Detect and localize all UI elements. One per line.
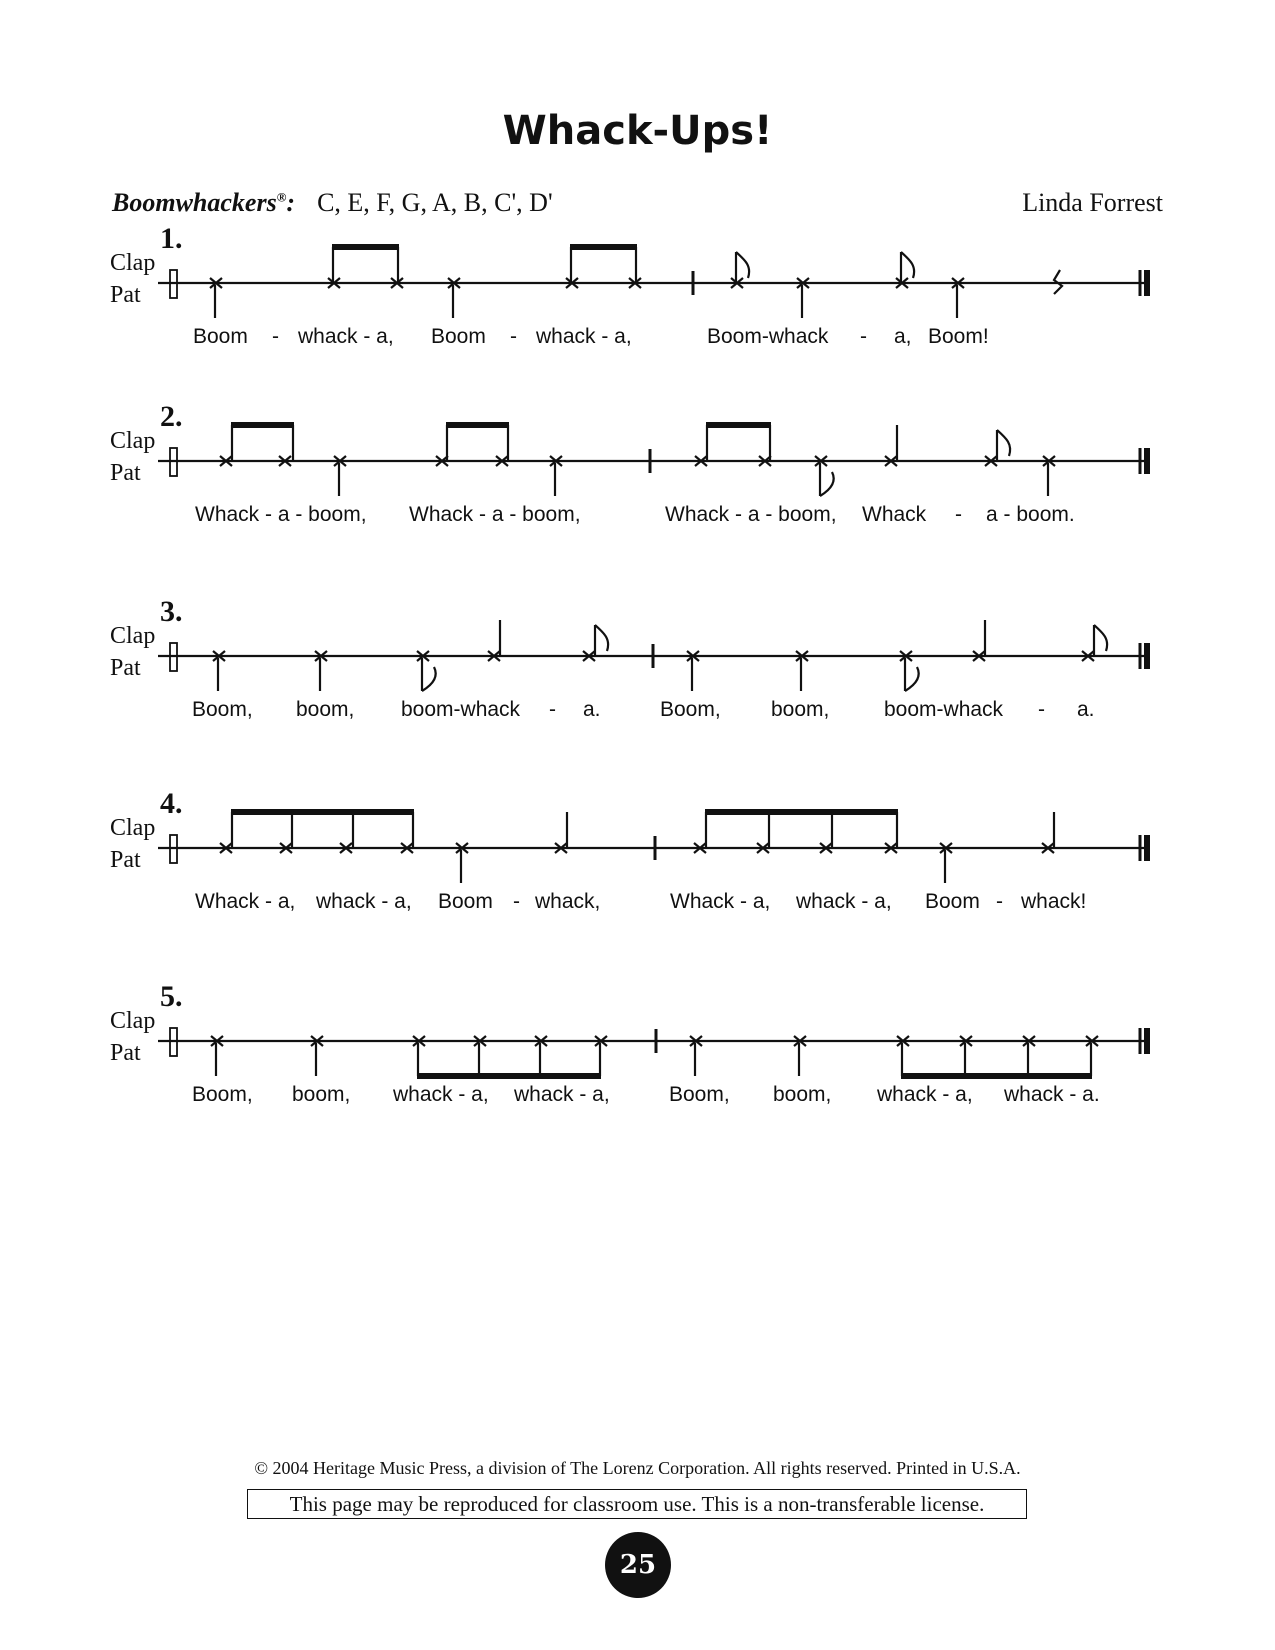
lyric-syllable: - — [860, 325, 867, 348]
lyric-syllable: boom, — [771, 698, 830, 721]
exercise-number: 4. — [160, 787, 183, 820]
lyric-syllable: whack - a, — [796, 890, 892, 913]
lyric-syllable: a. — [583, 698, 601, 721]
lyric-syllable: whack - a, — [514, 1083, 610, 1106]
lyric-syllable: whack, — [535, 890, 601, 913]
instrument-label: Boomwhackers®: — [112, 188, 296, 217]
rhythm-staff — [0, 988, 1275, 1088]
exercise-number: 2. — [160, 400, 183, 433]
pat-label: Pat — [110, 460, 141, 486]
clap-label: Clap — [110, 1008, 156, 1034]
lyric-syllable: - — [513, 890, 520, 913]
lyric-syllable: whack - a, — [298, 325, 394, 348]
lyric-syllable: Boom, — [192, 698, 253, 721]
clap-label: Clap — [110, 428, 156, 454]
lyric-syllable: whack - a. — [1004, 1083, 1100, 1106]
clap-label: Clap — [110, 815, 156, 841]
rhythm-staff — [0, 603, 1275, 703]
lyric-syllable: boom-whack — [401, 698, 521, 721]
lyric-syllable: boom, — [292, 1083, 351, 1106]
lyrics — [0, 503, 1275, 533]
lyric-syllable: Boom — [925, 890, 980, 913]
pat-label: Pat — [110, 282, 141, 308]
lyric-syllable: Whack - a - boom, — [195, 503, 367, 526]
lyric-syllable: boom-whack — [884, 698, 1004, 721]
lyric-syllable: Boom — [431, 325, 486, 348]
composer: Linda Forrest — [1022, 188, 1163, 217]
clap-label: Clap — [110, 250, 156, 276]
lyric-syllable: a - boom. — [986, 503, 1075, 526]
lyric-syllable: Boom-whack — [707, 325, 829, 348]
copyright-notice: © 2004 Heritage Music Press, a division of The Lorenz Corporation. All rights reserved. Printed in U.S.A. — [254, 1458, 1021, 1478]
exercise-2 — [0, 400, 1275, 558]
clap-label: Clap — [110, 623, 156, 649]
exercise-1 — [0, 222, 1275, 380]
lyric-syllable: Whack — [862, 503, 927, 526]
rhythm-staff — [0, 230, 1275, 330]
lyric-syllable: whack! — [1021, 890, 1087, 913]
exercise-number: 1. — [160, 222, 183, 255]
lyric-syllable: whack - a, — [536, 325, 632, 348]
exercise-5 — [0, 980, 1275, 1138]
lyric-syllable: Whack - a, — [195, 890, 296, 913]
exercise-number: 3. — [160, 595, 183, 628]
lyric-syllable: Boom — [438, 890, 493, 913]
exercise-number: 5. — [160, 980, 183, 1013]
lyric-syllable: - — [955, 503, 962, 526]
rhythm-staff — [0, 408, 1275, 508]
lyric-syllable: Whack - a - boom, — [665, 503, 837, 526]
lyric-syllable: a. — [1077, 698, 1095, 721]
pat-label: Pat — [110, 847, 141, 873]
instrument-notes: C, E, F, G, A, B, C', D' — [317, 188, 553, 217]
lyric-syllable: boom, — [773, 1083, 832, 1106]
lyrics — [0, 325, 1275, 355]
exercise-4 — [0, 787, 1275, 945]
lyric-syllable: - — [510, 325, 517, 348]
lyrics — [0, 698, 1275, 728]
lyric-syllable: - — [549, 698, 556, 721]
pat-label: Pat — [110, 1040, 141, 1066]
instrument-list — [112, 188, 553, 218]
lyric-syllable: boom, — [296, 698, 355, 721]
lyric-syllable: Boom — [193, 325, 248, 348]
lyric-syllable: a, — [894, 325, 912, 348]
lyric-syllable: whack - a, — [877, 1083, 973, 1106]
lyric-syllable: Boom, — [660, 698, 721, 721]
lyric-syllable: - — [272, 325, 279, 348]
lyrics — [0, 1083, 1275, 1113]
lyric-syllable: Boom, — [192, 1083, 253, 1106]
lyric-syllable: Boom! — [928, 325, 989, 348]
rhythm-staff — [0, 795, 1275, 895]
lyric-syllable: Boom, — [669, 1083, 730, 1106]
lyric-syllable: Whack - a - boom, — [409, 503, 581, 526]
page-title: Whack-Ups! — [502, 108, 773, 154]
exercise-3 — [0, 595, 1275, 753]
lyric-syllable: Whack - a, — [670, 890, 771, 913]
lyric-syllable: - — [1038, 698, 1045, 721]
lyric-syllable: whack - a, — [393, 1083, 489, 1106]
lyric-syllable: - — [996, 890, 1003, 913]
page-number: 25 — [605, 1532, 671, 1598]
lyrics — [0, 890, 1275, 920]
lyric-syllable: whack - a, — [316, 890, 412, 913]
pat-label: Pat — [110, 655, 141, 681]
license-notice: This page may be reproduced for classroom use. This is a non-transferable license. — [247, 1489, 1027, 1519]
